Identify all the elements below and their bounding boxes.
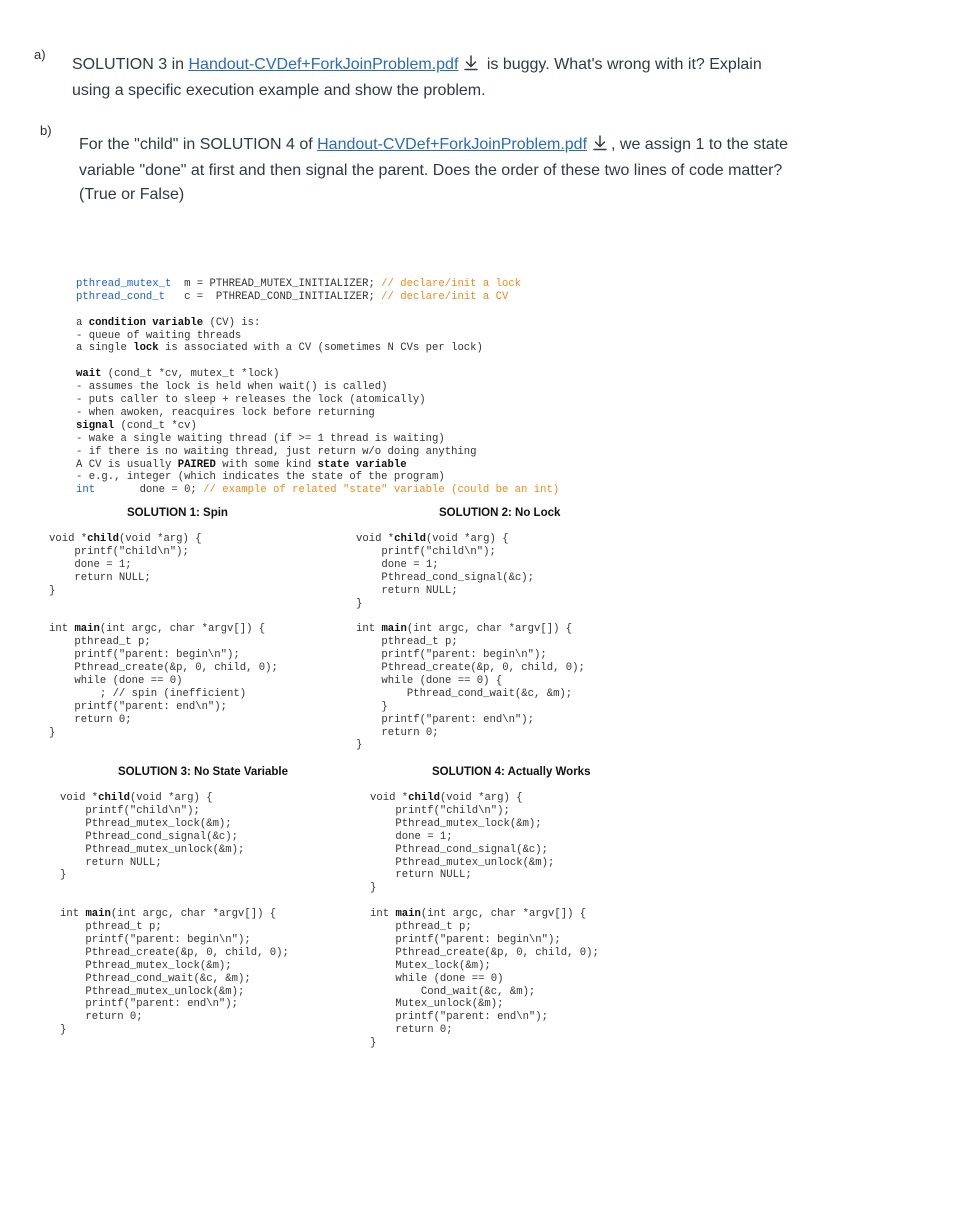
child-code-line: return NULL; — [49, 571, 151, 584]
main-code-line: pthread_t p; — [370, 921, 472, 934]
cond-declaration — [76, 291, 559, 304]
question-b-label: b) — [40, 123, 52, 138]
cond-init: c = PTHREAD_COND_INITIALIZER; — [184, 290, 375, 303]
wait-desc-2: - puts caller to sleep + releases the lock (atomically) — [76, 394, 426, 407]
child-code-line: printf("child\n"); — [49, 545, 189, 558]
main-code-line: printf("parent: begin\n"); — [60, 933, 251, 946]
cond-comment: // declare/init a CV — [381, 290, 509, 303]
main-close-brace: } — [356, 739, 363, 752]
solution-4-title: SOLUTION 4: Actually Works — [432, 766, 591, 778]
solution-1-title: SOLUTION 1: Spin — [127, 507, 228, 519]
main-code-line: printf("parent: begin\n"); — [356, 649, 547, 662]
child-close-brace: } — [49, 584, 56, 597]
main-code-line: } — [356, 700, 388, 713]
main-code-line: Pthread_mutex_lock(&m); — [60, 959, 232, 972]
download-icon[interactable] — [463, 55, 479, 79]
child-code-line: Pthread_mutex_unlock(&m); — [60, 843, 245, 856]
main-code-line: Pthread_mutex_unlock(&m); — [60, 985, 245, 998]
child-code-line: done = 1; — [49, 558, 132, 571]
child-code-line: printf("child\n"); — [356, 545, 496, 558]
main-close-brace: } — [370, 1037, 377, 1050]
main-code-line: return 0; — [49, 713, 132, 726]
child-signature: void *child(void *arg) { — [370, 792, 523, 804]
question-a-label: a) — [34, 47, 46, 62]
cv-lock-line: a single lock is associated with a CV (sometimes N CVs per lock) — [76, 342, 483, 355]
main-signature: int main(int argc, char *argv[]) { — [60, 908, 277, 921]
main-code-line: while (done == 0) — [370, 972, 504, 985]
signal-desc-1: - wake a single waiting thread (if >= 1 thread is waiting) — [76, 432, 445, 445]
question-b-text-line3: (True or False) — [79, 186, 185, 203]
main-code-line: Mutex_lock(&m); — [370, 959, 491, 972]
child-code-line: Pthread_mutex_lock(&m); — [60, 817, 232, 830]
question-b-text-after: , we assign 1 to the state — [611, 136, 789, 153]
child-close-brace: } — [356, 597, 363, 610]
child-code-line: done = 1; — [370, 830, 453, 843]
child-code-line: return NULL; — [60, 856, 162, 869]
mutex-comment: // declare/init a lock — [381, 277, 522, 290]
mutex-init: m = PTHREAD_MUTEX_INITIALIZER; — [184, 277, 375, 290]
done-declaration: int done = 0; // example of related "state" variable (could be an int) — [76, 484, 560, 497]
solution-4-code — [370, 792, 599, 1050]
main-code-line: ; // spin (inefficient) — [49, 687, 247, 700]
main-code-line: Pthread_cond_wait(&c, &m); — [60, 972, 251, 985]
wait-signature: wait (cond_t *cv, mutex_t *lock) — [76, 368, 280, 381]
main-signature: int main(int argc, char *argv[]) { — [49, 623, 266, 636]
question-a-text-after: is buggy. What's wrong with it? Explain — [482, 56, 762, 73]
main-code-line: printf("parent: end\n"); — [370, 1011, 549, 1024]
paired-line: A CV is usually PAIRED with some kind state variable — [76, 458, 407, 471]
child-code-line: Pthread_cond_signal(&c); — [370, 843, 549, 856]
wait-desc-3: - when awoken, reacquires lock before returning — [76, 406, 375, 419]
main-code-line: Pthread_create(&p, 0, child, 0); — [49, 662, 278, 675]
wait-desc-1: - assumes the lock is held when wait() is called) — [76, 381, 388, 394]
main-code-line: printf("parent: begin\n"); — [370, 933, 561, 946]
main-code-line: pthread_t p; — [356, 636, 458, 649]
main-code-line: printf("parent: end\n"); — [49, 700, 228, 713]
main-signature: int main(int argc, char *argv[]) { — [370, 908, 587, 921]
signal-signature: signal (cond_t *cv) — [76, 419, 197, 432]
child-code-line: printf("child\n"); — [370, 804, 510, 817]
question-a-text-before: SOLUTION 3 in — [72, 56, 189, 73]
cv-definition-line: a condition variable (CV) is: — [76, 316, 261, 329]
child-signature: void *child(void *arg) { — [49, 533, 202, 545]
question-b-text — [79, 133, 939, 207]
child-close-brace: } — [60, 869, 67, 882]
question-b-pdf-link[interactable]: Handout-CVDef+ForkJoinProblem.pdf — [317, 136, 588, 153]
child-code-line: done = 1; — [356, 558, 439, 571]
example-line: - e.g., integer (which indicates the state of the program) — [76, 471, 445, 484]
question-a-pdf-link[interactable]: Handout-CVDef+ForkJoinProblem.pdf — [188, 56, 459, 73]
cv-queue-line: - queue of waiting threads — [76, 329, 242, 342]
solution-3-title: SOLUTION 3: No State Variable — [118, 766, 288, 778]
main-code-line: pthread_t p; — [49, 636, 151, 649]
main-code-line: pthread_t p; — [60, 921, 162, 934]
main-code-line: Pthread_create(&p, 0, child, 0); — [356, 662, 585, 675]
signal-desc-2: - if there is no waiting thread, just return w/o doing anything — [76, 445, 477, 458]
cv-definitions-block — [76, 265, 559, 510]
child-code-line: Pthread_cond_signal(&c); — [60, 830, 239, 843]
child-code-line: Pthread_mutex_lock(&m); — [370, 817, 542, 830]
main-code-line: printf("parent: end\n"); — [356, 713, 535, 726]
child-code-line: return NULL; — [370, 869, 472, 882]
child-close-brace: } — [370, 882, 377, 895]
mutex-declaration — [76, 278, 559, 291]
solution-2-code — [356, 533, 585, 752]
main-close-brace: } — [49, 726, 56, 739]
main-code-line: Pthread_create(&p, 0, child, 0); — [60, 946, 289, 959]
child-code-line: Pthread_mutex_unlock(&m); — [370, 856, 555, 869]
solution-1-code — [49, 533, 278, 739]
download-icon[interactable] — [592, 135, 608, 159]
child-signature: void *child(void *arg) { — [356, 533, 509, 545]
question-a-text — [72, 53, 892, 103]
main-code-line: return 0; — [356, 726, 439, 739]
main-code-line: Mutex_unlock(&m); — [370, 998, 504, 1011]
question-a-text-line2: using a specific execution example and show the problem. — [72, 82, 486, 99]
main-code-line: return 0; — [370, 1024, 453, 1037]
solution-2-title: SOLUTION 2: No Lock — [439, 507, 561, 519]
question-b-text-before: For the "child" in SOLUTION 4 of — [79, 136, 318, 153]
child-code-line: printf("child\n"); — [60, 804, 200, 817]
main-code-line: return 0; — [60, 1011, 143, 1024]
question-b-text-line2: variable "done" at first and then signal the parent. Does the order of these two lines of code matter? — [79, 162, 783, 179]
child-signature: void *child(void *arg) { — [60, 792, 213, 804]
solution-3-code — [60, 792, 289, 1037]
main-code-line: Pthread_cond_wait(&c, &m); — [356, 687, 573, 700]
main-code-line: while (done == 0) { — [356, 674, 503, 687]
mutex-type: pthread_mutex_t — [76, 277, 172, 290]
child-code-line: Pthread_cond_signal(&c); — [356, 571, 535, 584]
main-signature: int main(int argc, char *argv[]) { — [356, 623, 573, 636]
main-code-line: printf("parent: end\n"); — [60, 998, 239, 1011]
main-code-line: printf("parent: begin\n"); — [49, 649, 240, 662]
main-close-brace: } — [60, 1024, 67, 1037]
main-code-line: Pthread_create(&p, 0, child, 0); — [370, 946, 599, 959]
cond-type: pthread_cond_t — [76, 290, 166, 303]
main-code-line: while (done == 0) — [49, 674, 183, 687]
main-code-line: Cond_wait(&c, &m); — [370, 985, 536, 998]
child-code-line: return NULL; — [356, 584, 458, 597]
